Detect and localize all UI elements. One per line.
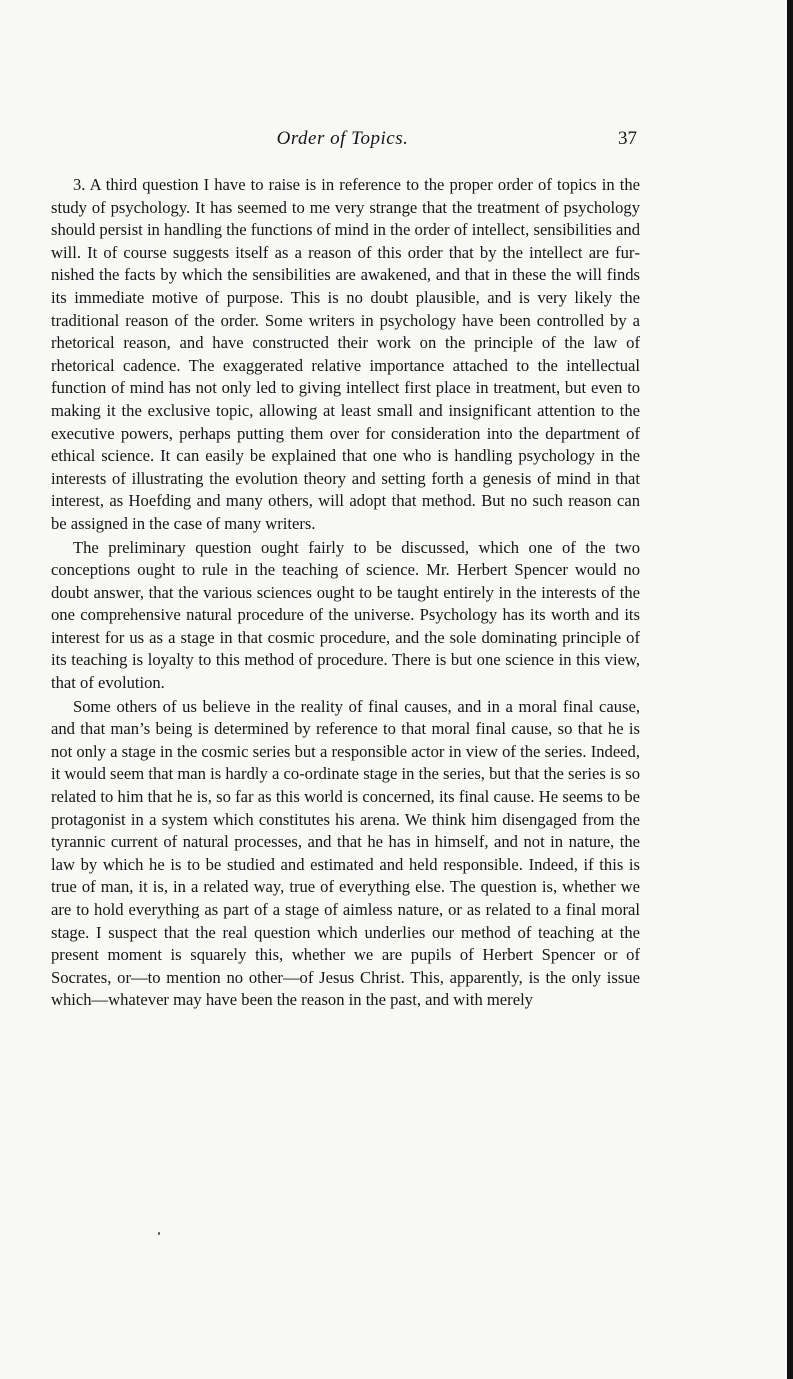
body-text	[51, 174, 640, 1012]
paragraph: 3. A third question I have to raise is in reference to the proper order of topics in the study of psychology. It has seemed to me very strange that the treatment of psychology should persist in handling the functions of mind in the order of intellect, sensibilities and will. It of course suggests itself as a reason of this order that by the intellect are furnished the facts by which the sensibilities are awakened, and that in these the will finds its immediate motive of purpose. This is no doubt plausible, and is very likely the traditional reason of the order. Some writers in psychology have been controlled by a rhetorical reason, and have constructed their work on the principle of the law of rhetorical cadence. The exaggerated relative importance attached to the intellectual function of mind has not only led to giving intellect first place in treatment, but even to making it the exclusive topic, allowing at least small and insignificant attention to the executive powers, perhaps putting them over for consideration into the department of ethical science. It can easily be explained that one who is handling psychology in the interests of illustrating the evolution theory and setting forth a genesis of mind in that interest, as Hoefding and many others, will adopt that method. But no such reason can be assigned in the case of many writers.	[51, 175, 640, 533]
scan-edge	[787, 0, 793, 1379]
running-head: Order of Topics.	[276, 128, 409, 149]
paragraph: The preliminary question ought fairly to be discussed, which one of the two conceptions ought to rule in the teaching of science. Mr. Herbert Spencer would no doubt answer, that the various sciences ought to be taught entirely in the interests of the one comprehensive natural procedure of the universe. Psychology has its worth and its interest for us as a stage in that cosmic procedure, and the sole dominating principle of its teaching is loyalty to this method of procedure. There is but one science in this view, that of evolution.	[51, 537, 640, 693]
ink-speck	[158, 1232, 160, 1235]
page-header	[48, 128, 637, 156]
page-number: 37	[618, 128, 637, 149]
paragraph: Some others of us believe in the reality of final causes, and in a moral final cause, and that man’s being is determined by reference to that moral final cause, so that he is not only a stage in the cosmic series but a responsible actor in view of the series. Indeed, it would seem that man is hardly a co-ordinate stage in the series, but that the series is so related to him that he is, so far as this world is concerned, its final cause. He seems to be protagonist in a system which constitutes his arena. We think him disengaged from the tyrannic current of natural processes, and that he has in himself, and not in nature, the law by which he is to be studied and estimated and held responsible. Indeed, if this is true of man, it is, in a related way, true of everything else. The question is, whether we are to hold everything as part of a stage of aimless nature, or as related to a final moral stage. I suspect that the real question which underlies our method of teaching at the present moment is squarely this, whether we are pupils of Herbert Spencer or of Socrates, or—to mention no other—of Jesus Christ. This, apparently, is the only issue which—whatever may have been the reason in the past, and with merely	[51, 696, 640, 1010]
